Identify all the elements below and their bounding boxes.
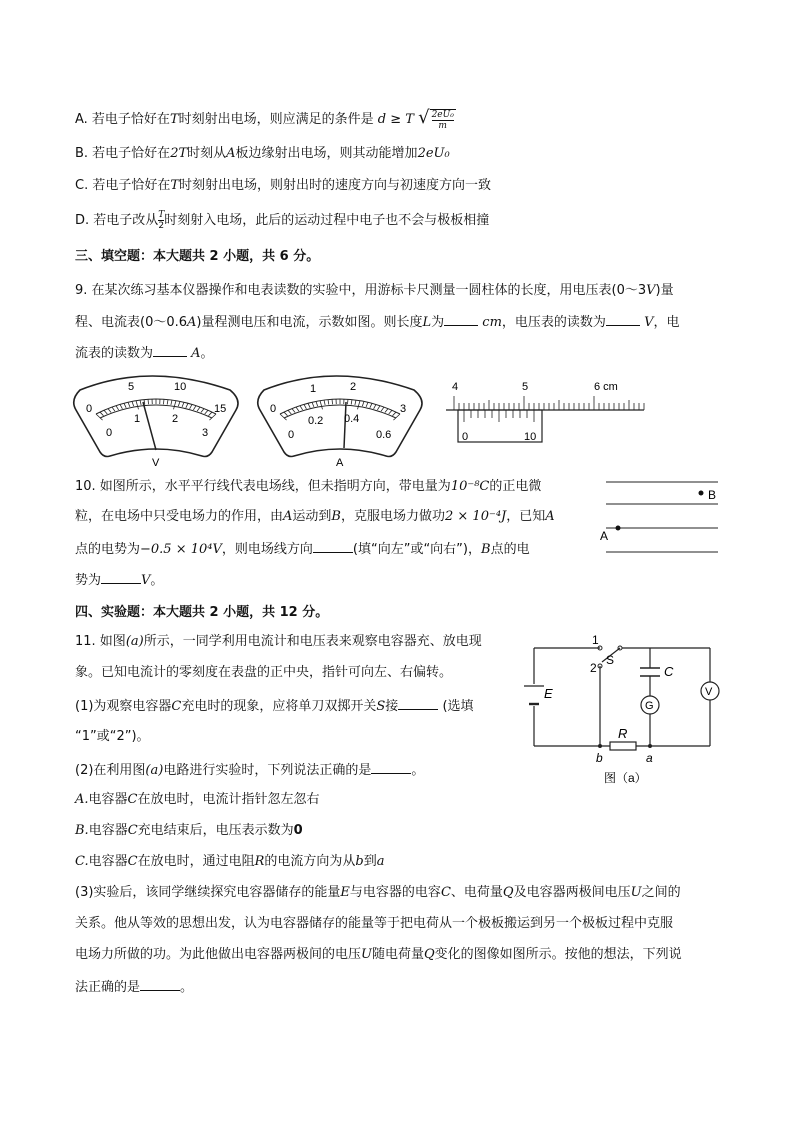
section-4-title: 四、实验题：本大题共 2 小题，共 12 分。 (75, 605, 329, 620)
meters-figure (60, 370, 660, 470)
q10-var: B (331, 509, 341, 524)
q11-part3-line2: 关系。他从等效的思想出发，认为电容器储存的能量等于把电荷从一个极板搬运到另一个极板过程中克服 (75, 916, 674, 931)
v-bot-label-1: 1 (134, 413, 141, 425)
option-d (75, 210, 489, 231)
field-lines-figure (596, 476, 726, 560)
caliper-vernier-label-10: 10 (524, 431, 537, 443)
q11-text: 与电容器的电容 (349, 885, 441, 900)
option-text: 充电结束后，电压表示数为 (137, 823, 294, 838)
q11-line3 (75, 695, 474, 717)
dial-tick (366, 402, 368, 407)
q11-text: (2)在利用图 (75, 763, 146, 778)
answer-blank-q11-3[interactable] (140, 976, 180, 991)
dial-tick (171, 400, 172, 405)
option-var: C (127, 792, 138, 807)
q10-text: 点的电 (490, 542, 530, 557)
dial-tick (148, 399, 149, 404)
q11-text: 、电荷量 (450, 885, 503, 900)
label-v: V (705, 686, 713, 698)
a-bot-label-3: 0.6 (376, 429, 392, 441)
q10-var: A (283, 509, 293, 524)
dial-tick (209, 412, 212, 416)
q11-option-c (75, 852, 385, 872)
dial-tick (197, 407, 200, 411)
a-bot-label-1: 0.2 (308, 415, 324, 427)
q11-var: E (340, 885, 350, 900)
dial-tick (381, 407, 384, 411)
q10-text: ，则电场线方向 (221, 542, 313, 557)
q9-text: )量程测电压和电流，示数如图。则长度 (196, 315, 423, 330)
dial-tick (167, 400, 168, 405)
sqrt-den: m (438, 120, 447, 131)
q10-unit: V (141, 573, 151, 588)
dial-tick (362, 401, 364, 406)
q9-unit-a2: A (191, 346, 201, 361)
a-top-label-2: 2 (350, 381, 357, 393)
q11-line2: 象。已知电流计的零刻度在表盘的正中央，指针可向左、右偏转。 (75, 665, 453, 680)
caliper-main-label-5: 5 (522, 381, 529, 393)
dial-tick (104, 410, 107, 414)
voltmeter-dial (74, 376, 238, 469)
q10-text: 点的电势为 (75, 542, 141, 557)
label-s2: 2 (590, 661, 597, 675)
option-label: B. (75, 823, 89, 838)
label-b-node: b (596, 751, 603, 765)
option-c-text2: 时刻射出电场，则射出时的速度方向与初速度方向一致 (179, 178, 492, 193)
option-a-var: T (169, 111, 179, 127)
q11-text: (选填 (442, 699, 474, 714)
a-top-label-0: 0 (270, 403, 277, 415)
dial-tick (178, 401, 180, 406)
option-a (75, 108, 456, 131)
option-var: R (254, 854, 265, 869)
label-b: B (708, 488, 717, 502)
q9-line3 (75, 342, 214, 364)
a-bot-label-2: 0.4 (344, 413, 360, 425)
q11-var: S (376, 699, 386, 714)
q10-line4 (75, 569, 163, 591)
dial-tick (128, 402, 130, 407)
q9-text: )量 (655, 283, 674, 298)
label-s: S (606, 653, 615, 667)
ammeter-needle (344, 402, 346, 448)
q10-text: 运动到 (292, 509, 332, 524)
q11-var: C (440, 885, 451, 900)
a-bot-label-0: 0 (288, 429, 295, 441)
option-text: 的电流方向为从 (264, 854, 356, 869)
q9-text: 。 (200, 346, 214, 361)
dial-tick (308, 403, 310, 408)
dial-tick (288, 410, 291, 414)
q10-text: 的正电微 (489, 479, 542, 494)
q9-text: 流表的读数为 (75, 346, 154, 361)
q9-line2 (75, 311, 679, 333)
dial-tick (112, 407, 115, 411)
option-c (75, 176, 491, 196)
resistor (610, 742, 636, 750)
q11-text: 变化的图像如图所示。按他的想法，下列说 (434, 947, 682, 962)
q11-option-a (75, 790, 320, 810)
dial-tick (132, 401, 134, 406)
caliper-vernier-label-0: 0 (462, 431, 469, 443)
q10-line2 (75, 507, 555, 527)
q10-charge: 10⁻⁸C (450, 479, 490, 494)
section-3-title: 三、填空题：本大题共 2 小题，共 6 分。 (75, 249, 320, 264)
q9-text: 9. 在某次练习基本仪器操作和电表读数的实验中，用游标卡尺测量一圆柱体的长度，用电压表(0～3 (75, 283, 647, 298)
q9-text: ，电 (653, 315, 680, 330)
q11-line1 (75, 632, 482, 652)
caliper-main-label-4: 4 (452, 381, 459, 393)
label-r: R (618, 726, 628, 741)
dial-tick (201, 409, 204, 413)
dial-tick (377, 406, 380, 410)
label-g: G (645, 700, 654, 712)
q9-unit-a: A (187, 315, 197, 330)
dial-tick (120, 404, 122, 408)
q11-text: (3)实验后，该同学继续探究电容器储存的能量 (75, 885, 341, 900)
dial-tick (370, 403, 372, 408)
dial-tick (136, 401, 138, 410)
q10-text: 势为 (75, 573, 102, 588)
option-label: A. (75, 792, 89, 807)
answer-blank-q11-2[interactable] (371, 759, 411, 774)
option-c-text: C. 若电子恰好在 (75, 178, 171, 193)
option-text: 电容器 (88, 792, 128, 807)
option-b (75, 144, 450, 164)
option-b-text2: 时刻从 (187, 146, 227, 161)
q11-text: 电路进行实验时，下列说法正确的是 (163, 763, 372, 778)
dial-tick (163, 399, 164, 404)
sqrt-num: 2eU₀ (431, 109, 454, 120)
dial-tick (347, 399, 348, 404)
q9-text: 程、电流表(0～0.6 (75, 315, 188, 330)
q10-text: 粒，在电场中只受电场力的作用，由 (75, 509, 284, 524)
q11-text: 。 (411, 763, 425, 778)
label-s1: 1 (592, 633, 599, 647)
q11-part3-line1 (75, 883, 681, 903)
dial-tick (182, 402, 184, 407)
option-var: C (127, 823, 138, 838)
option-a-text: A. 若电子恰好在 (75, 111, 170, 127)
q11-text: (1)为观察电容器 (75, 699, 172, 714)
label-c: C (664, 664, 674, 679)
dial-tick (193, 406, 196, 410)
dial-tick (100, 412, 103, 416)
dial-tick (393, 412, 396, 416)
q11-text: 随电荷量 (371, 947, 424, 962)
option-c-t: T (170, 178, 180, 193)
option-a-text2: 时刻射出电场，则应满足的条件是 (178, 111, 374, 127)
dial-tick (320, 401, 322, 410)
dial-tick (205, 410, 208, 414)
answer-blank-voltage[interactable] (606, 311, 640, 326)
a-top-label-1: 1 (310, 383, 317, 395)
q11-part3-line4 (75, 976, 193, 998)
q11-text: 。 (180, 980, 194, 995)
dial-tick (292, 409, 295, 413)
v-top-label-2: 10 (174, 381, 187, 393)
dial-tick (312, 402, 314, 407)
option-text: 电容器 (88, 823, 128, 838)
q11-line5 (75, 759, 424, 781)
a-top-label-3: 3 (400, 403, 407, 415)
q11-var: U (630, 885, 642, 900)
option-a-ge: ≥ (390, 111, 402, 127)
dial-tick (140, 400, 141, 405)
q11-part3-line3 (75, 945, 682, 965)
answer-blank-direction[interactable] (313, 538, 353, 553)
dial-tick (108, 409, 111, 413)
q10-line1 (75, 477, 541, 497)
option-text: 在放电时，电流计指针忽左忽右 (137, 792, 320, 807)
v-top-label-0: 0 (86, 403, 93, 415)
dial-tick (304, 404, 306, 408)
q11-var: C (171, 699, 182, 714)
dial-tick (389, 410, 392, 414)
ammeter-dial (258, 376, 422, 469)
caliper-main-label-6: 6 cm (594, 381, 618, 393)
answer-blank-switch[interactable] (398, 695, 438, 710)
q10-text: ，已知 (506, 509, 546, 524)
dial-tick (284, 412, 287, 416)
frac-num: T (158, 210, 165, 220)
dial-tick (124, 403, 126, 408)
voltmeter-name: V (152, 457, 160, 469)
option-a-d: d (377, 111, 387, 127)
v-top-label-1: 5 (128, 381, 135, 393)
dial-tick (328, 400, 329, 405)
option-b-plate: A (226, 146, 236, 161)
q10-text: 。 (150, 573, 164, 588)
dial-tick (358, 401, 360, 410)
q11-text: 11. 如图 (75, 634, 126, 649)
q10-potential: −0.5 × 10⁴V (140, 542, 222, 557)
q9-unit-cm: cm (482, 315, 502, 330)
option-var: b (355, 854, 364, 869)
q11-fig-ref: (a) (145, 763, 164, 778)
option-d-text: D. 若电子改从 (75, 213, 159, 228)
point-b (699, 491, 704, 496)
q9-line1 (75, 281, 674, 301)
q9-text: ，电压表的读数为 (501, 315, 606, 330)
option-number: 0 (293, 823, 303, 838)
q10-var: A (545, 509, 555, 524)
dial-tick (296, 407, 299, 411)
q10-line3 (75, 538, 530, 560)
q11-text: 接 (385, 699, 399, 714)
q10-text: 10. 如图所示，水平平行线代表电场线，但未指明方向，带电量为 (75, 479, 451, 494)
option-var: a (376, 854, 385, 869)
dial-tick (355, 400, 356, 405)
q11-fig-ref: (a) (125, 634, 144, 649)
label-a: A (600, 529, 609, 543)
q10-text: ，克服电场力做功 (340, 509, 445, 524)
q9-unit-v: V (646, 283, 656, 298)
q9-text: 为 (431, 315, 445, 330)
q11-text: 及电容器两极间电压 (513, 885, 631, 900)
answer-blank-current[interactable] (153, 342, 187, 357)
dial-tick (324, 400, 325, 405)
vernier-caliper (446, 381, 644, 443)
label-a-node: a (646, 751, 653, 765)
dial-tick (186, 403, 188, 408)
q11-var: Q (502, 885, 514, 900)
option-d-text2: 时刻射入电场，此后的运动过程中电子也不会与极板相撞 (164, 213, 490, 228)
dial-tick (351, 400, 352, 405)
q11-text: 之间的 (641, 885, 681, 900)
v-bot-label-3: 3 (202, 427, 209, 439)
option-text: 电容器 (88, 854, 128, 869)
q9-unit-v2: V (644, 315, 654, 330)
label-e: E (544, 686, 553, 701)
dial-tick (316, 401, 318, 406)
q9-var-l: L (422, 315, 432, 330)
circuit-diagram (520, 630, 730, 790)
dial-tick (300, 406, 303, 410)
q10-text: (填“向左”或“向右”)， (352, 542, 481, 557)
q10-var: B (481, 542, 491, 557)
voltmeter-needle (143, 402, 156, 450)
dial-tick (174, 401, 176, 410)
q11-option-b (75, 821, 303, 841)
option-label: C. (75, 854, 89, 869)
answer-blank-potential[interactable] (101, 569, 141, 584)
frac-den: 2 (158, 221, 165, 231)
point-a (616, 526, 621, 531)
q11-line4: “1”或“2”)。 (75, 729, 150, 744)
option-text: 在放电时，通过电阻 (137, 854, 255, 869)
dial-tick (385, 409, 388, 413)
dial-tick (116, 406, 119, 410)
q11-var: Q (424, 947, 435, 962)
answer-blank-length[interactable] (444, 311, 478, 326)
v-bot-label-0: 0 (106, 427, 113, 439)
option-b-text3: 板边缘射出电场，则其动能增加 (235, 146, 418, 161)
option-b-energy: 2eU₀ (417, 146, 450, 161)
option-a-t2: T (405, 111, 414, 127)
option-text: 到 (363, 854, 377, 869)
option-b-t: 2T (170, 146, 188, 161)
q11-text: 法正确的是 (75, 980, 141, 995)
q11-var: U (361, 947, 372, 962)
option-b-text: B. 若电子恰好在 (75, 146, 171, 161)
v-bot-label-2: 2 (172, 413, 179, 425)
figure-caption: 图（a） (604, 771, 647, 785)
dial-tick (374, 404, 376, 408)
q11-text: 所示，一同学利用电流计和电压表来观察电容器充、放电现 (143, 634, 482, 649)
sqrt-expression: √ $\frac{\text{2eU₀}}{m}$ (418, 107, 454, 131)
q11-text: 电场力所做的功。为此他做出电容器两极间的电压 (75, 947, 362, 962)
dial-tick (332, 399, 333, 404)
v-top-label-3: 15 (214, 403, 227, 415)
q11-text: 充电时的现象，应将单刀双掷开关 (181, 699, 377, 714)
q10-work: 2 × 10⁻⁴J (445, 509, 507, 524)
ammeter-name: A (336, 457, 344, 469)
dial-tick (190, 404, 192, 408)
option-var: C (127, 854, 138, 869)
